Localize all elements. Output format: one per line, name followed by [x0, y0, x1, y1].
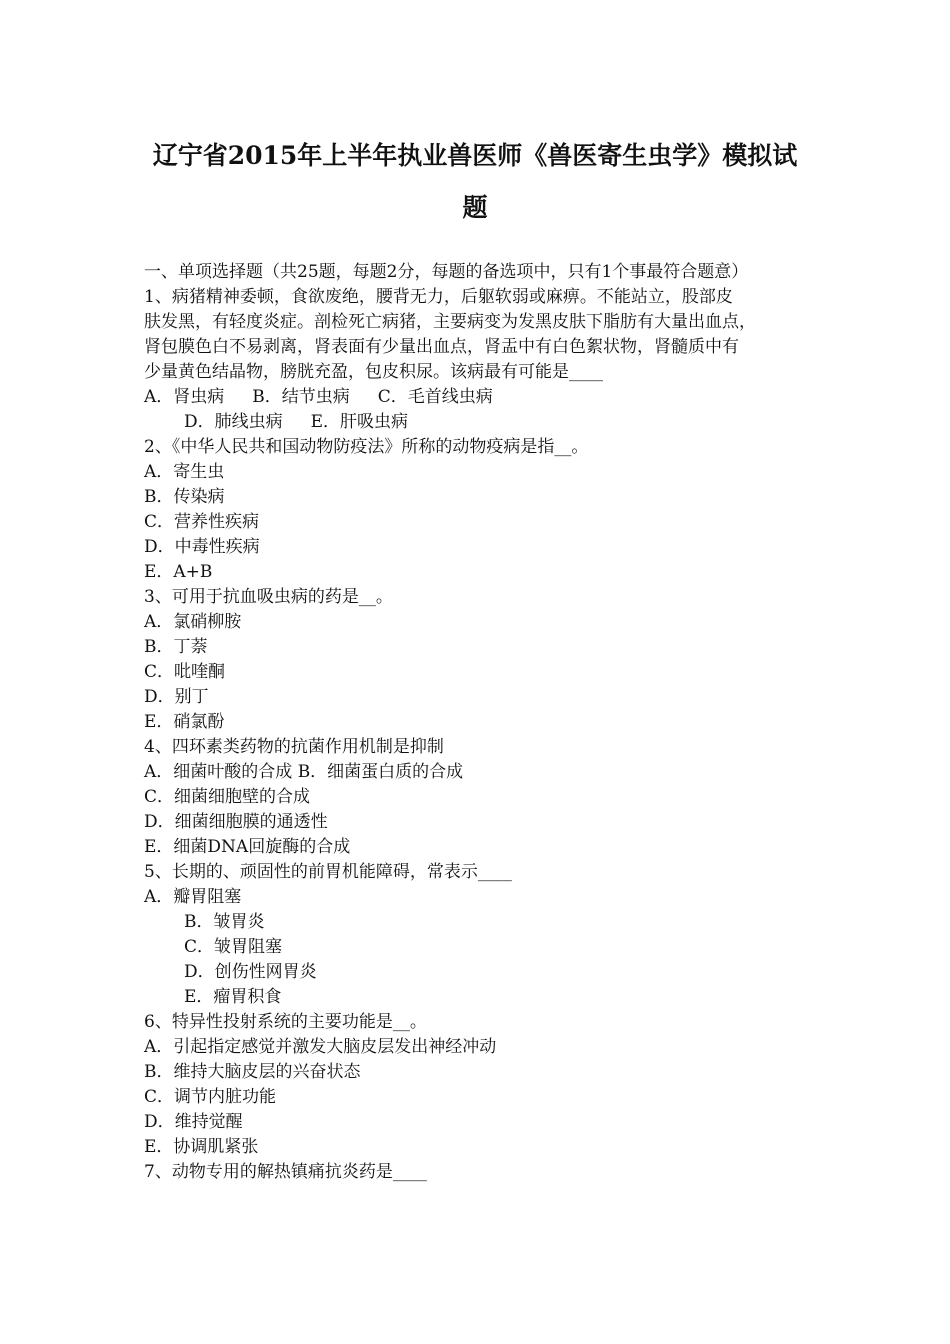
q6-stem: 6、特异性投射系统的主要功能是__。	[144, 1012, 427, 1032]
q1-options-row	[144, 410, 814, 435]
q5-option-d: D．创伤性网胃炎	[184, 962, 317, 982]
q5-stem: 5、长期的、顽固性的前胃机能障碍，常表示____	[144, 862, 512, 882]
q3-option-d: D．别丁	[144, 687, 209, 707]
q3-option-c: C．吡喹酮	[144, 662, 226, 682]
q1-option-d: D．肺线虫病	[184, 412, 283, 432]
q1-stem-line: 肾包膜色白不易剥离，肾表面有少量出血点，肾盂中有白色絮状物，肾髓质中有	[144, 337, 739, 357]
q1-option-a: A．肾虫病	[144, 387, 225, 407]
q2-stem: 2、《中华人民共和国动物防疫法》所称的动物疫病是指__。	[144, 437, 589, 457]
q7-stem: 7、动物专用的解热镇痛抗炎药是____	[144, 1162, 427, 1182]
q4-option-a: A．细菌叶酸的合成	[144, 762, 293, 782]
q3-stem: 3、可用于抗血吸虫病的药是__。	[144, 587, 393, 607]
q5-option-c: C．皱胃阻塞	[184, 937, 283, 957]
document-title	[130, 130, 820, 234]
title-line-1: 辽宁省2015年上半年执业兽医师《兽医寄生虫学》模拟试	[152, 141, 798, 170]
q1-stem-line: 少量黄色结晶物，膀胱充盈，包皮积尿。该病最有可能是____	[144, 362, 603, 382]
q4-stem: 4、四环素类药物的抗菌作用机制是抑制	[144, 737, 444, 757]
section-heading: 一、单项选择题（共25题，每题2分，每题的备选项中，只有1个事最符合题意）	[144, 262, 749, 282]
q4-option-b: B．细菌蛋白质的合成	[297, 762, 464, 782]
q1-option-e: E．肝吸虫病	[310, 412, 409, 432]
q3-option-e: E．硝氯酚	[144, 712, 225, 732]
q6-option-c: C．调节内脏功能	[144, 1087, 277, 1107]
q4-option-d: D．细菌细胞膜的通透性	[144, 812, 328, 832]
q2-option-b: B．传染病	[144, 487, 225, 507]
q6-option-a: A．引起指定感觉并激发大脑皮层发出神经冲动	[144, 1037, 497, 1057]
q3-option-b: B．丁萘	[144, 637, 208, 657]
q1-option-b: B．结节虫病	[252, 387, 350, 407]
document-body	[144, 260, 814, 1185]
q4-option-c: C．细菌细胞壁的合成	[144, 787, 311, 807]
q4-option-e: E．细菌DNA回旋酶的合成	[144, 837, 351, 857]
q1-stem-line: 肤发黑，有轻度炎症。剖检死亡病猪，主要病变为发黑皮肤下脂肪有大量出血点，	[144, 312, 756, 332]
q4-options-row	[144, 760, 814, 785]
q2-option-a: A．寄生虫	[144, 462, 225, 482]
title-line-2: 题	[462, 193, 488, 222]
q1-options-row	[144, 385, 814, 410]
q6-option-b: B．维持大脑皮层的兴奋状态	[144, 1062, 361, 1082]
q2-option-d: D．中毒性疾病	[144, 537, 260, 557]
q1-stem-line: 1、病猪精神委顿，食欲废绝，腰背无力，后躯软弱或麻痹。不能站立，股部皮	[144, 287, 733, 307]
q3-option-a: A．氯硝柳胺	[144, 612, 242, 632]
q5-option-a: A．瓣胃阻塞	[144, 887, 242, 907]
q6-option-d: D．维持觉醒	[144, 1112, 243, 1132]
q1-option-c: C．毛首线虫病	[377, 387, 493, 407]
q5-option-b: B．皱胃炎	[184, 912, 265, 932]
q2-option-c: C．营养性疾病	[144, 512, 260, 532]
q2-option-e: E．A+B	[144, 562, 213, 582]
q6-option-e: E．协调肌紧张	[144, 1137, 259, 1157]
q5-option-e: E．瘤胃积食	[184, 987, 282, 1007]
